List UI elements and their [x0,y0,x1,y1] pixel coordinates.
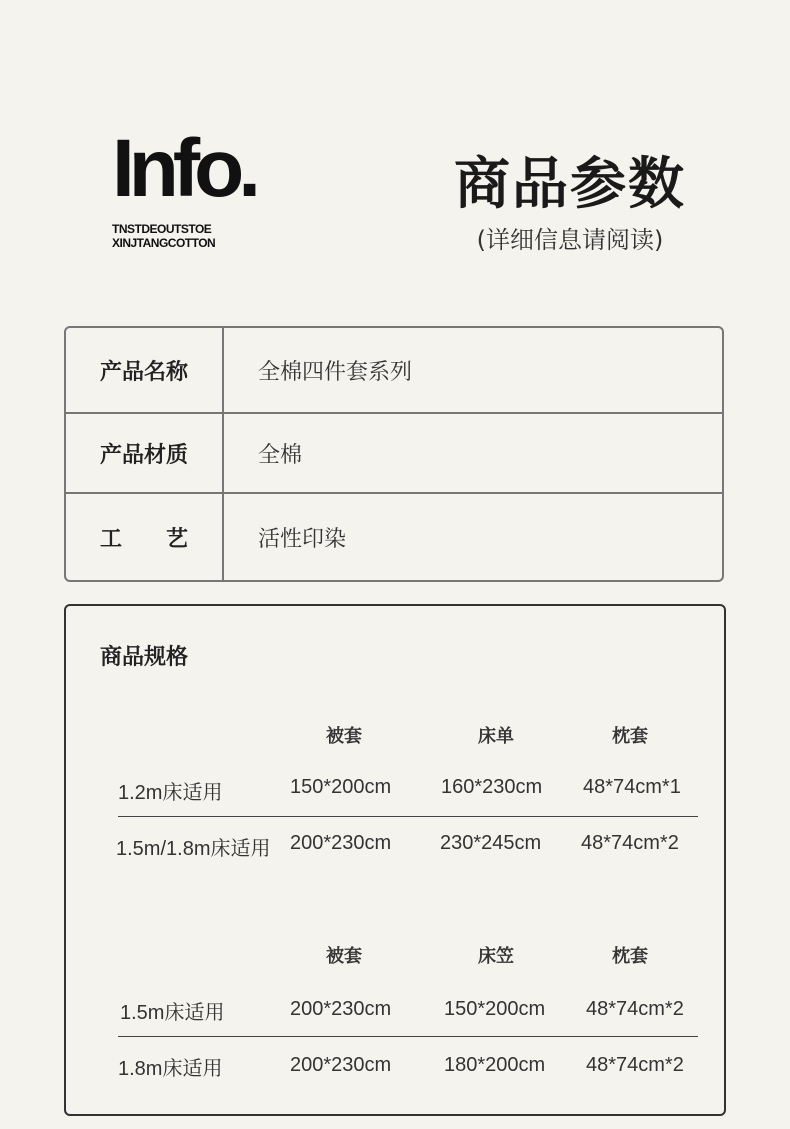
table1-header-sheet: 床单 [478,726,514,747]
info-label: 工 艺 [100,526,189,552]
info-label: 产品名称 [100,359,189,385]
info-table [64,326,724,582]
info-label: 产品材质 [100,442,189,468]
table2-row1-duvet: 200*230cm [290,998,392,1020]
info-row-craft [66,494,722,580]
table2-row2-pillow: 48*74cm*2 [586,1054,684,1076]
info-value: 全棉四件套系列 [258,359,413,385]
spec-title: 商品规格 [100,645,189,670]
table1-row1-pillow: 48*74cm*1 [583,776,681,798]
info-value: 活性印染 [258,526,347,552]
table1-row1-duvet: 150*200cm [290,776,392,798]
page-title: 商品参数 [454,152,686,217]
info-value: 全棉 [258,442,303,468]
table2-row2-size: 1.8m床适用 [118,1058,223,1080]
table1-row1-sheet: 160*230cm [441,776,543,798]
table2-header-fitted: 床笠 [478,946,514,967]
table2-row2-fitted: 180*200cm [444,1054,546,1076]
table1-row2-sheet: 230*245cm [440,832,542,854]
info-row-name [66,328,722,412]
spec-box [64,604,726,1116]
table2-row1-size: 1.5m床适用 [120,1002,225,1024]
table2-row2-duvet: 200*230cm [290,1054,392,1076]
table1-header-pillow: 枕套 [612,726,648,747]
table1-row2-pillow: 48*74cm*2 [581,832,679,854]
table2-row1-pillow: 48*74cm*2 [586,998,684,1020]
table2-header-pillow: 枕套 [612,946,648,967]
page-subtitle: (详细信息请阅读) [476,226,664,254]
table2-separator [118,1036,698,1037]
table1-row1-size: 1.2m床适用 [118,782,223,804]
info-row-material [66,414,722,492]
table1-row2-size: 1.5m/1.8m床适用 [116,838,271,860]
table2-header-duvet: 被套 [326,946,362,967]
logo-subtext [112,222,215,250]
logo-line-1: TNSTDEOUTSTOE [112,222,212,236]
table2-row1-fitted: 150*200cm [444,998,546,1020]
logo-line-2: XINJTANGCOTTON [112,236,216,250]
header [0,0,790,300]
logo: Info. [112,123,256,214]
table1-row2-duvet: 200*230cm [290,832,392,854]
table1-separator [118,816,698,817]
table1-header-duvet: 被套 [326,726,362,747]
